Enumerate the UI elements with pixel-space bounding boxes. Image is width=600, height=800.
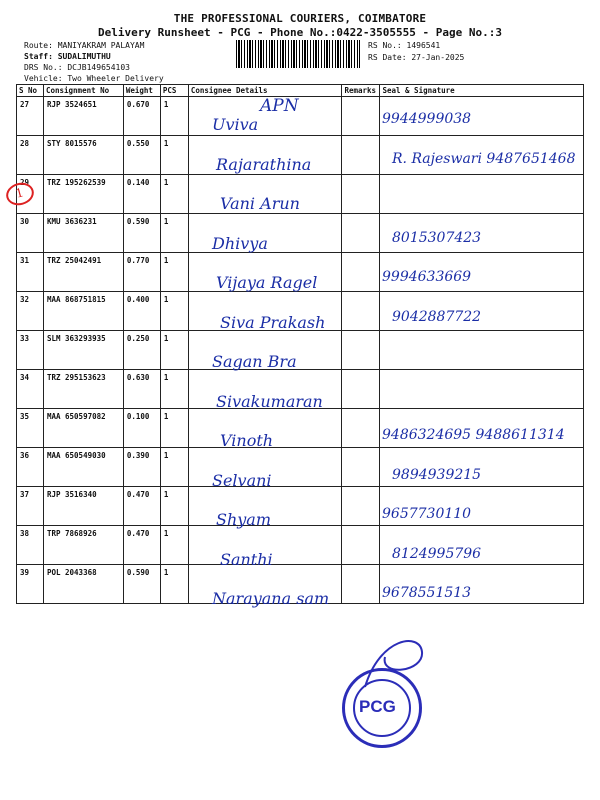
handwritten-consignee: Dhivya [212, 233, 268, 253]
col-signature: Seal & Signature [380, 85, 584, 97]
cell-pcs: 1 [160, 565, 188, 604]
cell-weight: 0.250 [123, 331, 160, 370]
cell-sno: 36 [17, 448, 44, 487]
handwritten-consignee: Vijaya Ragel [216, 273, 318, 292]
table-row [17, 97, 584, 136]
cell-cno: TRZ 25042491 [43, 253, 123, 292]
handwritten-consignee: Santhi [220, 549, 273, 569]
cell-sno: 31 [17, 253, 44, 292]
cell-weight: 0.390 [123, 448, 160, 487]
cell-pcs: 1 [160, 214, 188, 253]
cell-signature [380, 175, 584, 214]
cell-remarks [342, 526, 380, 565]
table-row [17, 331, 584, 370]
cell-remarks [342, 487, 380, 526]
handwritten-signature: 8124995796 [392, 545, 482, 562]
table-row [17, 175, 584, 214]
handwritten-consignee: Narayana sam [212, 589, 330, 608]
handwritten-consignee: Shyam [216, 510, 272, 529]
cell-pcs: 1 [160, 448, 188, 487]
col-consignee: Consignee Details [188, 85, 342, 97]
handwritten-consignee: Sagan Bra [212, 352, 297, 371]
cell-remarks [342, 97, 380, 136]
handwritten-signature: 8015307423 [392, 229, 482, 246]
table-row [17, 448, 584, 487]
cell-pcs: 1 [160, 370, 188, 409]
cell-weight: 0.140 [123, 175, 160, 214]
cell-weight: 0.470 [123, 526, 160, 565]
handwritten-signature: 9944999038 [382, 111, 472, 127]
cell-remarks [342, 448, 380, 487]
cell-cno: MAA 650597082 [43, 409, 123, 448]
cell-weight: 0.100 [123, 409, 160, 448]
cell-cno: TRZ 195262539 [43, 175, 123, 214]
cell-weight: 0.590 [123, 214, 160, 253]
cell-sno: 38 [17, 526, 44, 565]
handwritten-consignee: Siva Prakash [220, 312, 326, 332]
handwritten-consignee: Sivakumaran [216, 391, 323, 411]
cell-remarks [342, 331, 380, 370]
cell-weight: 0.770 [123, 253, 160, 292]
handwritten-signature: 9042887722 [392, 308, 482, 325]
cell-cno: STY 8015576 [43, 136, 123, 175]
cell-weight: 0.590 [123, 565, 160, 604]
cell-cno: KMU 3636231 [43, 214, 123, 253]
cell-sno: 32 [17, 292, 44, 331]
cell-remarks [342, 175, 380, 214]
cell-pcs: 1 [160, 253, 188, 292]
handwritten-consignee: Rajarathina [216, 154, 312, 174]
cell-sno: 29 [17, 175, 44, 214]
cell-weight: 0.470 [123, 487, 160, 526]
cell-sno: 28 [17, 136, 44, 175]
cell-sno: 37 [17, 487, 44, 526]
route-label: Route: MANIYAKRAM PALAYAM [24, 41, 145, 50]
cell-sno: 39 [17, 565, 44, 604]
col-sno: S No [17, 85, 44, 97]
vehicle-label: Vehicle: Two Wheeler Delivery [24, 74, 164, 83]
handwritten-consignee: Selvani [212, 470, 272, 490]
handwritten-consignee: Vinoth [220, 431, 274, 450]
cell-pcs: 1 [160, 526, 188, 565]
cell-remarks [342, 214, 380, 253]
cell-cno: RJP 3524651 [43, 97, 123, 136]
handwritten-signature: 9486324695 9488611314 [382, 427, 565, 443]
cell-cno: MAA 650549030 [43, 448, 123, 487]
handwritten-signature: 9678551513 [382, 585, 472, 601]
cell-signature [380, 370, 584, 409]
table-row [17, 487, 584, 526]
cell-pcs: 1 [160, 331, 188, 370]
table-row [17, 214, 584, 253]
cell-pcs: 1 [160, 292, 188, 331]
col-consignment: Consignment No [43, 85, 123, 97]
cell-weight: 0.670 [123, 97, 160, 136]
barcode [236, 40, 360, 68]
handwritten-signature: R. Rajeswari 9487651468 [392, 150, 576, 167]
apn-note: APN [260, 96, 299, 116]
cell-cno: TRZ 295153623 [43, 370, 123, 409]
cell-cno: SLM 363293935 [43, 331, 123, 370]
cell-remarks [342, 292, 380, 331]
cell-pcs: 1 [160, 97, 188, 136]
cell-sno: 30 [17, 214, 44, 253]
cell-cno: RJP 3516340 [43, 487, 123, 526]
cell-cno: TRP 7868926 [43, 526, 123, 565]
cell-remarks [342, 565, 380, 604]
cell-weight: 0.550 [123, 136, 160, 175]
cell-pcs: 1 [160, 487, 188, 526]
handwritten-signature: 9657730110 [382, 506, 472, 522]
cell-remarks [342, 370, 380, 409]
pcg-stamp: PCG [342, 668, 422, 748]
runsheet-subtitle: Delivery Runsheet - PCG - Phone No.:0422-3505555 - Page No.:3 [98, 26, 502, 39]
cell-remarks [342, 136, 380, 175]
cell-sno: 33 [17, 331, 44, 370]
table-row [17, 526, 584, 565]
cell-weight: 0.630 [123, 370, 160, 409]
company-title: THE PROFESSIONAL COURIERS, COIMBATORE [173, 12, 427, 25]
table-header-row [17, 85, 584, 97]
rs-number: RS No.: 1496541 [368, 41, 441, 50]
cell-signature [380, 331, 584, 370]
cell-sno: 27 [17, 97, 44, 136]
handwritten-signature: 9894939215 [392, 466, 482, 483]
cell-sno: 35 [17, 409, 44, 448]
col-remarks: Remarks [342, 85, 380, 97]
cell-pcs: 1 [160, 136, 188, 175]
handwritten-consignee: Uviva [212, 115, 259, 134]
cell-pcs: 1 [160, 175, 188, 214]
col-weight: Weight [123, 85, 160, 97]
cell-remarks [342, 253, 380, 292]
red-circle-mark: 1 [4, 180, 37, 208]
cell-remarks [342, 409, 380, 448]
col-pcs: PCS [160, 85, 188, 97]
handwritten-consignee: Vani Arun [220, 194, 300, 213]
staff-label: Staff: SUDALIMUTHU [24, 52, 111, 61]
cell-cno: MAA 868751815 [43, 292, 123, 331]
cell-cno: POL 2043368 [43, 565, 123, 604]
handwritten-signature: 9994633669 [382, 269, 472, 285]
cell-weight: 0.400 [123, 292, 160, 331]
drs-label: DRS No.: DCJB149654103 [24, 63, 130, 72]
cell-pcs: 1 [160, 409, 188, 448]
rs-date: RS Date: 27-Jan-2025 [368, 53, 465, 62]
cell-sno: 34 [17, 370, 44, 409]
